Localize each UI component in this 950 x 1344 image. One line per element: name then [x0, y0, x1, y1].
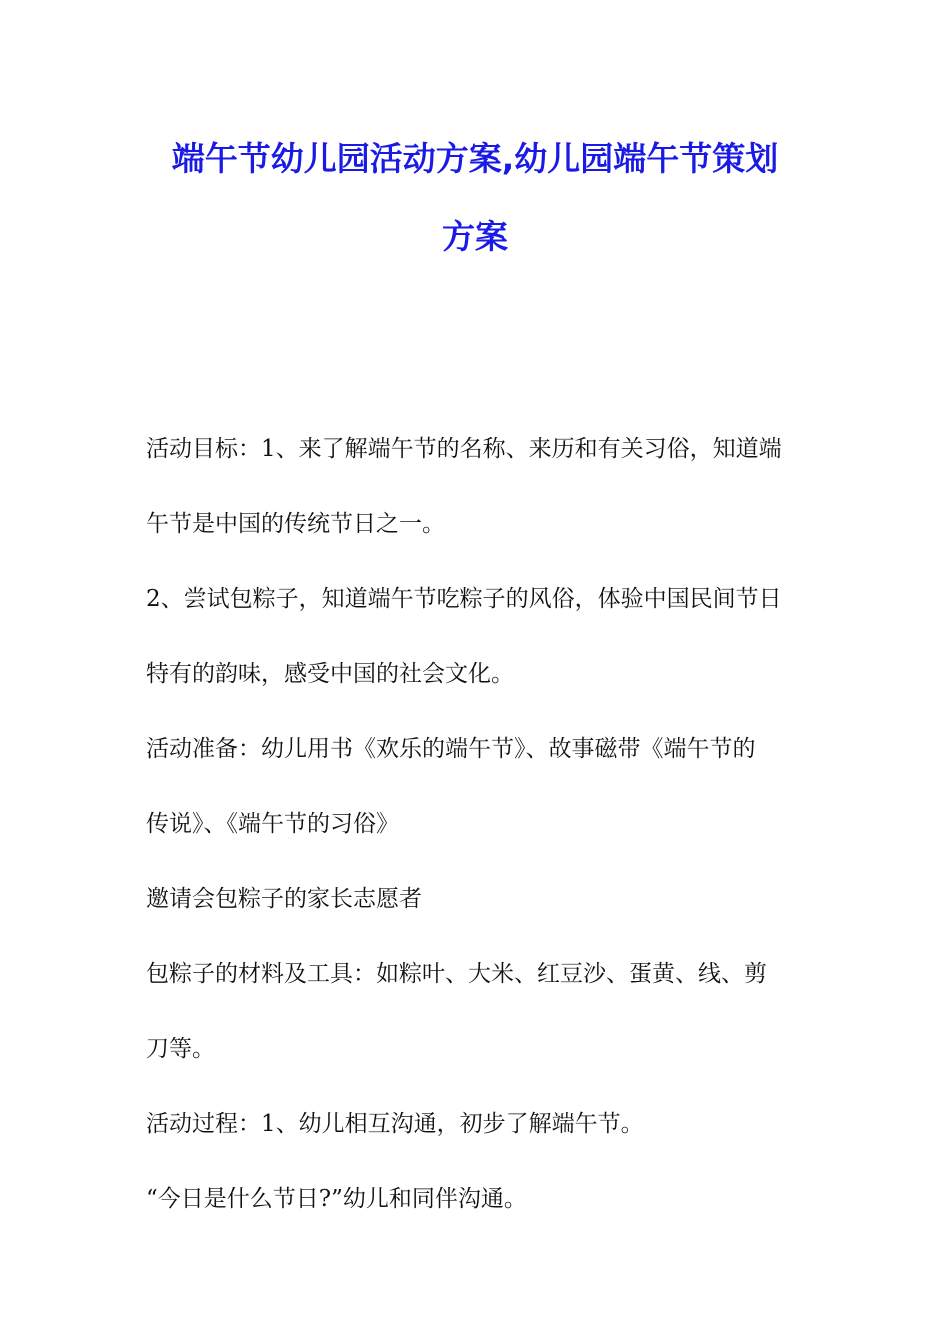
body-line: 特有的韵味，感受中国的社会文化。 — [146, 661, 514, 687]
body-line: 活动过程：1、幼儿相互沟通，初步了解端午节。 — [146, 1111, 644, 1137]
body-line: 包粽子的材料及工具：如粽叶、大米、红豆沙、蛋黄、线、剪 — [146, 961, 767, 987]
body-line: 活动目标：1、来了解端午节的名称、来历和有关习俗，知道端 — [146, 436, 782, 462]
body-line: 午节是中国的传统节日之一。 — [146, 511, 445, 537]
body-line: 刀等。 — [146, 1036, 215, 1062]
document-title — [100, 120, 850, 276]
body-line: 2、尝试包粽子，知道端午节吃粽子的风俗，体验中国民间节日 — [146, 586, 782, 612]
body-line: 传说》、《端午节的习俗》 — [146, 811, 399, 837]
body-line: “今日是什么节日?”幼儿和同伴沟通。 — [146, 1186, 527, 1212]
document-body — [146, 412, 826, 1237]
title-line-2: 方案 — [442, 217, 508, 256]
body-line: 邀请会包粽子的家长志愿者 — [146, 886, 422, 912]
body-line: 活动准备：幼儿用书《欢乐的端午节》、故事磁带《端午节的 — [146, 736, 756, 762]
title-line-1: 端午节幼儿园活动方案,幼儿园端午节策划 — [171, 139, 779, 178]
